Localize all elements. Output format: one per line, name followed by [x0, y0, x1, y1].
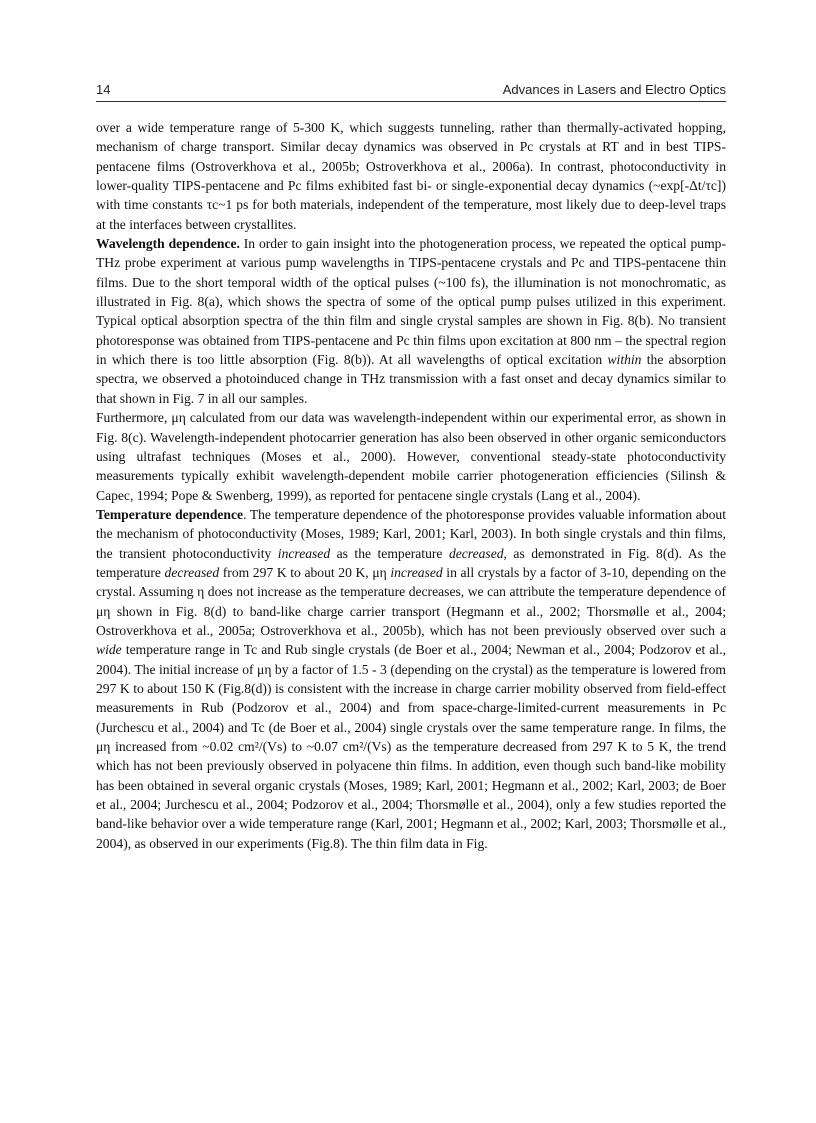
- emphasis: wide: [96, 642, 122, 658]
- running-title: Advances in Lasers and Electro Optics: [502, 82, 726, 97]
- paragraph-decay-dynamics: over a wide temperature range of 5-300 K, which suggests tunneling, rather than thermally-activated hopping, mechanism of charge transport. Similar decay dynamics was observed in Pc crystals at RT and in best TIPS-pentacene films (Ostroverkhova et al., 2005b; Ostroverkhova et al., 2006a). In contrast, photoconductivity in lower-quality TIPS-pentacene and Pc films exhibited fast bi- or single-exponential decay dynamics (~exp[-Δt/τc]) with time constants τc~1 ps for both materials, independent of the temperature, most likely due to deep-level traps at the interfaces between crystallites.: [96, 120, 726, 232]
- header-rule: [96, 101, 726, 102]
- emphasis: within: [607, 352, 642, 368]
- paragraph-temperature-dependence: [96, 505, 726, 853]
- emphasis: decreased: [164, 564, 220, 580]
- text-run: the absorption spectra, we observed a photoinduced change in THz transmission with a fast onset and decay dynamics similar to that shown in Fig. 7 in all our samples.: [96, 352, 726, 406]
- running-header: [96, 82, 726, 100]
- text-run: temperature range in Tc and Rub single crystals (de Boer et al., 2004; Newman et al., 2004; Podzorov et al., 2004). The initial increase of μη by a factor of 1.5 - 3 (depending on the crystal) as the temperature is lowered from 297 K to about 150 K (Fig.8(d)) is consistent with the increase in charge carrier mobility observed from field-effect measurements in Rub (Podzorov et al., 2004) and from space-charge-limited-current measurements in Pc (Jurchescu et al., 2004) and Tc (de Boer et al., 2004) single crystals over the same temperature range. In films, the μη increased from ~0.02 cm²/(Vs) to ~0.07 cm²/(Vs) as the temperature decreased from 297 K to 5 K, the trend which has not been previously observed in polyacene thin films. In addition, even though such band-like mobility has been obtained in several organic crystals (Moses, 1989; Karl, 2001; Hegmann et al., 2002; Karl, 2003; de Boer et al., 2004; Jurchescu et al., 2004; Podzorov et al., 2004; Thorsmølle et al., 2004), only a few studies reported the band-like behavior over a wide temperature range (Karl, 2001; Hegmann et al., 2002; Karl, 2003; Thorsmølle et al., 2004), as observed in our experiments (Fig.8). The thin film data in Fig.: [96, 642, 726, 851]
- paragraph-wavelength-independence: Furthermore, μη calculated from our data was wavelength-independent within our experimental error, as shown in Fig. 8(c). Wavelength-independent photocarrier generation has also been observed in other organic semiconductors using ultrafast techniques (Moses et al., 2000). However, conventional steady-state photoconductivity measurements typically exhibit wavelength-dependent mobile carrier photogeneration efficiencies (Silinsh & Capec, 1994; Pope & Swenberg, 1999), as reported for pentacene single crystals (Lang et al., 2004).: [96, 410, 726, 503]
- text-run: , as demonstrated in Fig. 8(d). As the temperature: [96, 545, 727, 580]
- text-run: In order to gain insight into the photogeneration process, we repeated the optical pump-THz probe experiment at various pump wavelengths in TIPS-pentacene crystals and Pc and TIPS-pentacene thin films. Due to the short temporal width of the optical pulses (~100 fs), the illumination is not monochromatic, as illustrated in Fig. 8(a), which shows the spectra of some of the optical pump pulses utilized in this experiment. Typical optical absorption spectra of the thin film and single crystal samples are shown in Fig. 8(b). No transient photoresponse was obtained from TIPS-pentacene and Pc thin films upon excitation at 800 nm – the spectral region in which there is too little absorption (Fig. 8(b)). At all wavelengths of optical excitation: [96, 236, 726, 368]
- text-run: from 297 K to about 20 K, μη: [219, 564, 391, 580]
- text-run: in all crystals by a factor of 3-10, depending on the crystal. Assuming η does not increase as the temperature decreases, we can attribute the temperature dependence of μη shown in Fig. 8(d) to band-like charge carrier transport (Hegmann et al., 2002; Thorsmølle et al., 2004; Ostroverkhova et al., 2005a; Ostroverkhova et al., 2005b), which has not been previously observed over such a: [96, 564, 726, 638]
- text-run: as the temperature: [330, 545, 449, 561]
- body-text: [96, 118, 726, 853]
- section-heading-wavelength: Wavelength dependence.: [96, 236, 240, 252]
- page-number: 14: [96, 82, 111, 97]
- emphasis: increased: [277, 545, 331, 561]
- text-run: . The temperature dependence of the photoresponse provides valuable information about the mechanism of photoconductivity (Moses, 1989; Karl, 2001; Karl, 2003). In both single crystals and thin films, the transient photoconductivity: [96, 506, 726, 561]
- section-heading-temperature: Temperature dependence: [96, 506, 244, 522]
- paragraph-wavelength-dependence: [96, 234, 726, 408]
- emphasis: decreased: [448, 545, 504, 561]
- emphasis: increased: [390, 564, 443, 580]
